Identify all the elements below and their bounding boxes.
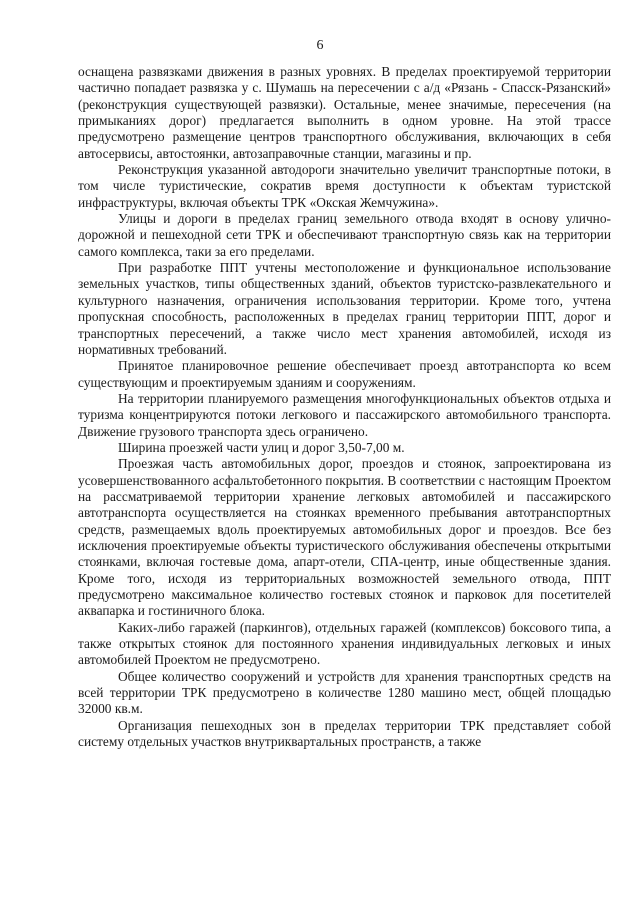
paragraph-planning-decision: Принятое планировочное решение обеспечивает проезд автотранспорта ко всем существующим и проектируемым зданиям и сооружениям.	[78, 358, 611, 390]
page-number: 6	[316, 38, 324, 53]
paragraph-pedestrian-zones: Организация пешеходных зон в пределах территории ТРК представляет собой систему отдельных участков внутриквартальных пространств, а также	[78, 717, 611, 750]
paragraph-roadway-parking: Проезжая часть автомобильных дорог, проездов и стоянок, запроектирована из усовершенствованного асфальтобетонного покрытия. В соответствии с настоящим Проектом на рассматриваемой территории хранение легковых автомобилей и пассажирского автотранспорта осуществляется на стоянках временного пребывания автотранспортных средств, размещаемых вдоль проектируемых автомобильных дорог и проездов. Все без исключения проектируемые объекты туристического обслуживания обеспечены открытыми стоянками, включая гостевые дома, апарт-отели, СПА-центр, иные общественные здания. Кроме того, исходя из территориальных возможностей земельного отвода, ППТ предусмотрено максимальное количество гостевых стоянок и парковок для посетителей аквапарка и гостиничного блока.	[78, 456, 611, 619]
paragraph-road-width: Ширина проезжей части улиц и дорог 3,50-7,00 м.	[118, 439, 405, 455]
paragraph-streets: Улицы и дороги в пределах границ земельного отвода входят в основу улично-дорожной и пешеходной сети ТРК и обеспечивают транспортную связь как на территории самого комплекса, таки за его пределами.	[78, 211, 611, 259]
paragraph-traffic-flows: На территории планируемого размещения многофункциональных объектов отдыха и туризма концентрируются потоки легкового и пассажирского автомобильного транспорта. Движение грузового транспорта здесь ограничено.	[78, 390, 611, 439]
paragraph-ppt-considerations: При разработке ППТ учтены местоположение и функциональное использование земельных участков, типы общественных зданий, объектов туристско-развлекательного и культурного назначения, ограничения использования территории. Кроме того, учтена пропускная способность, расположенных в пределах границ территории ППТ, дорог и транспортных пересечений, а также число мест хранения автомобилей, исходя из нормативных требований.	[78, 260, 611, 357]
paragraph-reconstruction: Реконструкция указанной автодороги значительно увеличит транспортные потоки, в том числе туристические, сократив время доступности к объектам туристской инфраструктуры, включая объекты ТРК «Окская Жемчужина».	[78, 162, 611, 210]
paragraph-parking-total: Общее количество сооружений и устройств для хранения транспортных средств на всей территории ТРК предусмотрено в количестве 1280 машино мест, общей площадью 32000 кв.м.	[78, 668, 611, 717]
paragraph-garages: Каких-либо гаражей (паркингов), отдельных гаражей (комплексов) боксового типа, а также открытых стоянок для постоянного хранения индивидуальных легковых и иных автомобилей Проектом не предусмотрено.	[78, 619, 611, 668]
document-body	[78, 64, 611, 750]
paragraph-interchanges: оснащена развязками движения в разных уровнях. В пределах проектируемой территории частично попадает развязка у с. Шумашь на пересечении с а/д «Рязань - Спасск-Рязанский» (реконструкция существующей развязки). Остальные, менее значимые, пересечения (на примыканиях дорог) предлагается выполнить в одном уровне. На этой трассе предусмотрено размещение центров транспортного обслуживания, включающих в себя автосервисы, автостоянки, автозаправочные станции, магазины и пр.	[78, 64, 611, 161]
